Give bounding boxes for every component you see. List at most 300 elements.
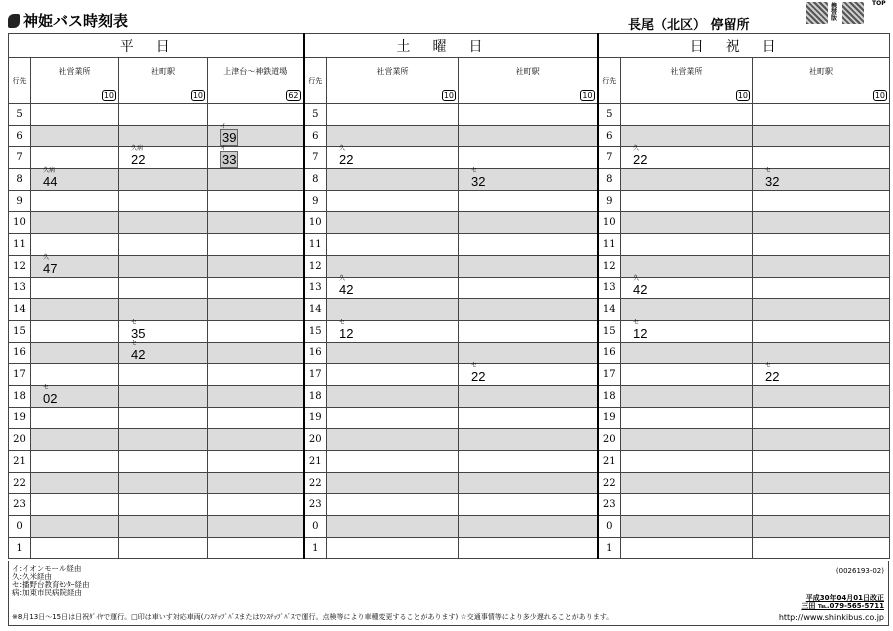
hour-label: 7 [304, 147, 327, 169]
hour-label: 19 [9, 407, 31, 429]
hour-row [9, 125, 890, 147]
hour-row [9, 299, 890, 321]
destination-label: 行先 [598, 58, 621, 104]
hour-row [9, 407, 890, 429]
hour-row [9, 169, 890, 191]
hour-label: 21 [598, 451, 621, 473]
hour-label: 11 [304, 234, 327, 256]
hour-row [9, 190, 890, 212]
departure-minute: 32 [471, 173, 486, 189]
time-cell [459, 277, 598, 299]
time-cell [119, 516, 208, 538]
route-mark: 久 [633, 146, 640, 153]
departure-minute: 22 [471, 368, 486, 384]
footer [8, 561, 889, 626]
time-cell [459, 364, 598, 386]
time-cell [31, 190, 119, 212]
time-cell [119, 169, 208, 191]
route-mark: 久 [339, 146, 346, 153]
hour-row [9, 212, 890, 234]
time-cell [208, 277, 304, 299]
time-cell [459, 407, 598, 429]
time-cell [327, 451, 459, 473]
time-cell [31, 342, 119, 364]
time-cell [119, 277, 208, 299]
phone-number: 三田 ℡.079-565-5711 [801, 602, 884, 610]
hour-label: 1 [598, 537, 621, 559]
time-cell [621, 342, 753, 364]
hour-label: 17 [9, 364, 31, 386]
hour-label: 19 [304, 407, 327, 429]
hour-label: 23 [598, 494, 621, 516]
hour-label: 13 [598, 277, 621, 299]
time-cell [621, 212, 753, 234]
time-cell [327, 385, 459, 407]
stop-name: 長尾（北区） 停留所 [628, 18, 750, 33]
departure-time[interactable] [220, 146, 238, 168]
time-cell [119, 299, 208, 321]
time-cell [459, 537, 598, 559]
time-cell [753, 364, 890, 386]
departure-minute: 32 [765, 173, 780, 189]
time-cell [459, 429, 598, 451]
departure-time[interactable] [633, 146, 648, 168]
hour-label: 22 [304, 472, 327, 494]
time-cell [621, 537, 753, 559]
time-cell [621, 407, 753, 429]
time-cell [327, 364, 459, 386]
time-cell [119, 104, 208, 126]
departure-time[interactable] [339, 276, 354, 298]
time-cell [119, 212, 208, 234]
departure-time[interactable] [220, 124, 238, 146]
route-mark: セ [43, 384, 50, 391]
time-cell [327, 516, 459, 538]
time-cell [327, 299, 459, 321]
time-cell [753, 277, 890, 299]
departure-time[interactable] [43, 384, 58, 406]
time-cell [753, 255, 890, 277]
time-cell [31, 169, 119, 191]
time-cell [753, 451, 890, 473]
hour-row [9, 537, 890, 559]
time-cell [621, 451, 753, 473]
route-mark: セ [765, 167, 772, 174]
revised-date: 平成30年04月01日改正 [805, 594, 884, 602]
legend-item: セ:播野台教育ｾﾝﾀｰ経由 [12, 580, 90, 589]
time-cell [621, 169, 753, 191]
hour-label: 0 [598, 516, 621, 538]
hour-label: 8 [304, 169, 327, 191]
departure-minute: 12 [633, 325, 648, 341]
hour-label: 9 [598, 190, 621, 212]
hour-label: 13 [304, 277, 327, 299]
top-link[interactable]: TOP [872, 0, 886, 7]
departure-time[interactable] [131, 341, 146, 363]
time-cell [208, 255, 304, 277]
hour-label: 10 [9, 212, 31, 234]
hour-label: 22 [598, 472, 621, 494]
time-cell [327, 190, 459, 212]
time-cell [753, 190, 890, 212]
hour-label: 16 [304, 342, 327, 364]
time-cell [31, 299, 119, 321]
departure-minute: 42 [339, 282, 354, 298]
hour-label: 10 [304, 212, 327, 234]
hour-label: 23 [304, 494, 327, 516]
time-cell [753, 104, 890, 126]
route-mark: 久病 [43, 167, 56, 174]
time-cell [459, 147, 598, 169]
time-cell [459, 104, 598, 126]
hour-label: 15 [304, 320, 327, 342]
hour-label: 15 [598, 320, 621, 342]
departure-minute: 42 [131, 347, 146, 363]
hour-label: 13 [9, 277, 31, 299]
stop-count-badge: 10 [443, 91, 454, 100]
departure-time[interactable] [131, 146, 146, 168]
time-cell [753, 537, 890, 559]
time-cell [31, 212, 119, 234]
hour-label: 16 [598, 342, 621, 364]
column-header [208, 58, 304, 104]
departure-minute: 12 [339, 325, 354, 341]
qr-code-icon[interactable] [842, 2, 864, 24]
departure-time[interactable] [471, 362, 486, 384]
time-cell [621, 385, 753, 407]
time-cell [31, 255, 119, 277]
hour-label: 20 [9, 429, 31, 451]
time-cell [119, 385, 208, 407]
time-cell [31, 472, 119, 494]
column-header [119, 58, 208, 104]
stop-count-badge: 10 [874, 91, 886, 100]
time-cell [119, 494, 208, 516]
hour-label: 12 [598, 255, 621, 277]
time-cell [621, 364, 753, 386]
time-cell [31, 429, 119, 451]
route-mark: 久 [43, 254, 50, 261]
time-cell [119, 429, 208, 451]
hour-label: 0 [9, 516, 31, 538]
time-cell [327, 407, 459, 429]
departure-time[interactable] [339, 319, 354, 341]
time-cell [31, 407, 119, 429]
time-cell [621, 147, 753, 169]
time-cell [459, 255, 598, 277]
stop-count-badge: 62 [288, 91, 299, 100]
time-cell [753, 385, 890, 407]
departure-minute: 35 [131, 325, 146, 341]
time-cell [459, 212, 598, 234]
time-cell [459, 320, 598, 342]
hour-label: 17 [304, 364, 327, 386]
time-cell [459, 299, 598, 321]
time-cell [31, 320, 119, 342]
time-cell [208, 125, 304, 147]
timetable-code: (0026193-02) [835, 567, 884, 575]
departure-time[interactable] [633, 319, 648, 341]
time-cell [621, 190, 753, 212]
column-destination: 上津台～神鉄道場 [223, 67, 288, 76]
hour-label: 8 [598, 169, 621, 191]
column-header [621, 58, 753, 104]
hour-label: 18 [598, 385, 621, 407]
time-cell [753, 516, 890, 538]
time-cell [119, 451, 208, 473]
hour-label: 18 [9, 385, 31, 407]
hour-label: 7 [598, 147, 621, 169]
time-cell [621, 494, 753, 516]
hour-label: 20 [304, 429, 327, 451]
legend-item: イ:イオンモール経由 [12, 564, 82, 573]
hour-row [9, 255, 890, 277]
route-mark: セ [339, 319, 346, 326]
time-cell [119, 190, 208, 212]
hour-label: 1 [304, 537, 327, 559]
departure-minute: 22 [765, 368, 780, 384]
qr-code-icon[interactable] [806, 2, 828, 24]
time-cell [459, 494, 598, 516]
time-cell [621, 277, 753, 299]
hour-label: 5 [598, 104, 621, 126]
hour-row [9, 104, 890, 126]
time-cell [31, 147, 119, 169]
hour-label: 14 [304, 299, 327, 321]
time-cell [31, 537, 119, 559]
time-cell [459, 385, 598, 407]
time-cell [208, 385, 304, 407]
section-2-title: 日祝日 [598, 34, 890, 58]
time-cell [621, 125, 753, 147]
legend-item: 久:久米経由 [12, 572, 53, 581]
time-cell [208, 472, 304, 494]
time-cell [31, 364, 119, 386]
time-cell [621, 234, 753, 256]
time-cell [119, 125, 208, 147]
time-cell [208, 407, 304, 429]
route-mark: セ [471, 167, 478, 174]
time-cell [459, 516, 598, 538]
hour-label: 6 [598, 125, 621, 147]
route-legend [12, 565, 90, 597]
time-cell [753, 342, 890, 364]
hour-row [9, 364, 890, 386]
time-cell [31, 451, 119, 473]
hour-row [9, 451, 890, 473]
time-cell [753, 320, 890, 342]
route-mark: イ [220, 124, 227, 131]
hour-row [9, 147, 890, 169]
column-header-row [9, 58, 890, 104]
time-cell [753, 147, 890, 169]
time-cell [119, 537, 208, 559]
time-cell [327, 234, 459, 256]
hour-row [9, 494, 890, 516]
time-cell [459, 451, 598, 473]
time-cell [621, 516, 753, 538]
hour-label: 9 [9, 190, 31, 212]
time-cell [327, 169, 459, 191]
column-destination: 社町駅 [151, 67, 175, 76]
time-cell [753, 407, 890, 429]
hour-label: 14 [9, 299, 31, 321]
departure-minute: 02 [43, 390, 58, 406]
hour-label: 12 [9, 255, 31, 277]
destination-label: 行先 [9, 58, 31, 104]
time-cell [208, 234, 304, 256]
legend-item: 病:加東市民病院経由 [12, 588, 83, 597]
route-mark: セ [471, 362, 478, 369]
time-cell [459, 472, 598, 494]
section-1-title: 土曜日 [304, 34, 598, 58]
hour-label: 15 [9, 320, 31, 342]
hour-row [9, 277, 890, 299]
column-header [753, 58, 890, 104]
route-mark: イ [220, 146, 227, 153]
column-header [327, 58, 459, 104]
time-cell [119, 320, 208, 342]
column-header [31, 58, 119, 104]
departure-time[interactable] [471, 167, 486, 189]
time-cell [31, 516, 119, 538]
hour-label: 22 [9, 472, 31, 494]
time-cell [327, 472, 459, 494]
departure-time[interactable] [43, 167, 58, 189]
time-cell [621, 299, 753, 321]
footnote: ※8月13日～15日は日祝ﾀﾞｲﾔで運行。□印は車いす対応車両(ﾉﾝｽﾃｯﾌﾟﾊﾞｽまたはﾜﾝｽﾃｯﾌﾟﾊﾞｽで運行。点検等により車種変更することがあります) ☆交通事情等により多少遅れることがあります。 [12, 613, 614, 621]
time-cell [327, 494, 459, 516]
hour-label: 17 [598, 364, 621, 386]
departure-minute: 22 [633, 152, 648, 168]
stop-count-badge: 10 [103, 91, 114, 100]
route-mark: 久 [339, 276, 346, 283]
time-cell [31, 125, 119, 147]
section-header-row [9, 34, 890, 58]
hour-label: 6 [304, 125, 327, 147]
hour-row [9, 342, 890, 364]
departure-minute: 47 [43, 260, 58, 276]
time-cell [327, 147, 459, 169]
website-link[interactable]: http://www.shinkibus.co.jp [778, 613, 884, 622]
time-cell [327, 537, 459, 559]
time-cell [327, 212, 459, 234]
column-destination: 社町駅 [515, 67, 540, 76]
hour-label: 8 [9, 169, 31, 191]
time-cell [621, 255, 753, 277]
hour-label: 18 [304, 385, 327, 407]
departure-minute: 44 [43, 173, 58, 189]
time-cell [459, 342, 598, 364]
route-mark: セ [633, 319, 640, 326]
time-cell [208, 364, 304, 386]
time-cell [459, 169, 598, 191]
time-cell [459, 125, 598, 147]
hour-row [9, 385, 890, 407]
hour-row [9, 516, 890, 538]
time-cell [31, 277, 119, 299]
app-title [8, 10, 128, 31]
departure-time[interactable] [633, 276, 648, 298]
stop-count-badge: 10 [582, 91, 593, 100]
section-0-title: 平日 [9, 34, 304, 58]
time-cell [31, 385, 119, 407]
hour-label: 9 [304, 190, 327, 212]
time-cell [208, 190, 304, 212]
hour-label: 10 [598, 212, 621, 234]
hour-label: 12 [304, 255, 327, 277]
time-cell [753, 299, 890, 321]
hour-label: 14 [598, 299, 621, 321]
time-cell [327, 429, 459, 451]
time-cell [327, 104, 459, 126]
time-cell [753, 429, 890, 451]
time-cell [753, 494, 890, 516]
departure-time[interactable] [765, 167, 780, 189]
time-cell [208, 537, 304, 559]
route-mark: セ [131, 319, 138, 326]
hour-row [9, 234, 890, 256]
timetable [8, 33, 890, 559]
time-cell [208, 169, 304, 191]
departure-time[interactable] [339, 146, 354, 168]
time-cell [327, 277, 459, 299]
route-mark: 久病 [131, 146, 144, 153]
departure-time[interactable] [131, 319, 146, 341]
time-cell [208, 342, 304, 364]
time-cell [208, 212, 304, 234]
hour-label: 21 [9, 451, 31, 473]
departure-time[interactable] [765, 362, 780, 384]
route-mark: 久 [633, 276, 640, 283]
time-cell [208, 429, 304, 451]
time-cell [327, 342, 459, 364]
hour-label: 23 [9, 494, 31, 516]
time-cell [119, 342, 208, 364]
time-cell [31, 234, 119, 256]
stop-count-badge: 10 [192, 91, 203, 100]
time-cell [459, 234, 598, 256]
hour-row [9, 472, 890, 494]
time-cell [621, 320, 753, 342]
column-destination: 社営業所 [58, 67, 91, 76]
time-cell [753, 472, 890, 494]
time-cell [208, 147, 304, 169]
time-cell [208, 320, 304, 342]
hour-label: 11 [9, 234, 31, 256]
time-cell [753, 234, 890, 256]
departure-time[interactable] [43, 254, 58, 276]
time-cell [753, 212, 890, 234]
time-cell [621, 429, 753, 451]
departure-minute: 22 [339, 152, 354, 168]
column-destination: 社町駅 [809, 67, 834, 76]
time-cell [459, 190, 598, 212]
time-cell [31, 494, 119, 516]
stop-count-badge: 10 [737, 91, 749, 100]
time-cell [753, 125, 890, 147]
hour-label: 5 [9, 104, 31, 126]
time-cell [119, 234, 208, 256]
hour-label: 0 [304, 516, 327, 538]
hour-label: 7 [9, 147, 31, 169]
departure-minute: 39 [222, 130, 237, 146]
departure-minute: 42 [633, 282, 648, 298]
revision-info [801, 594, 884, 610]
hour-label: 21 [304, 451, 327, 473]
time-cell [327, 255, 459, 277]
column-header [459, 58, 598, 104]
